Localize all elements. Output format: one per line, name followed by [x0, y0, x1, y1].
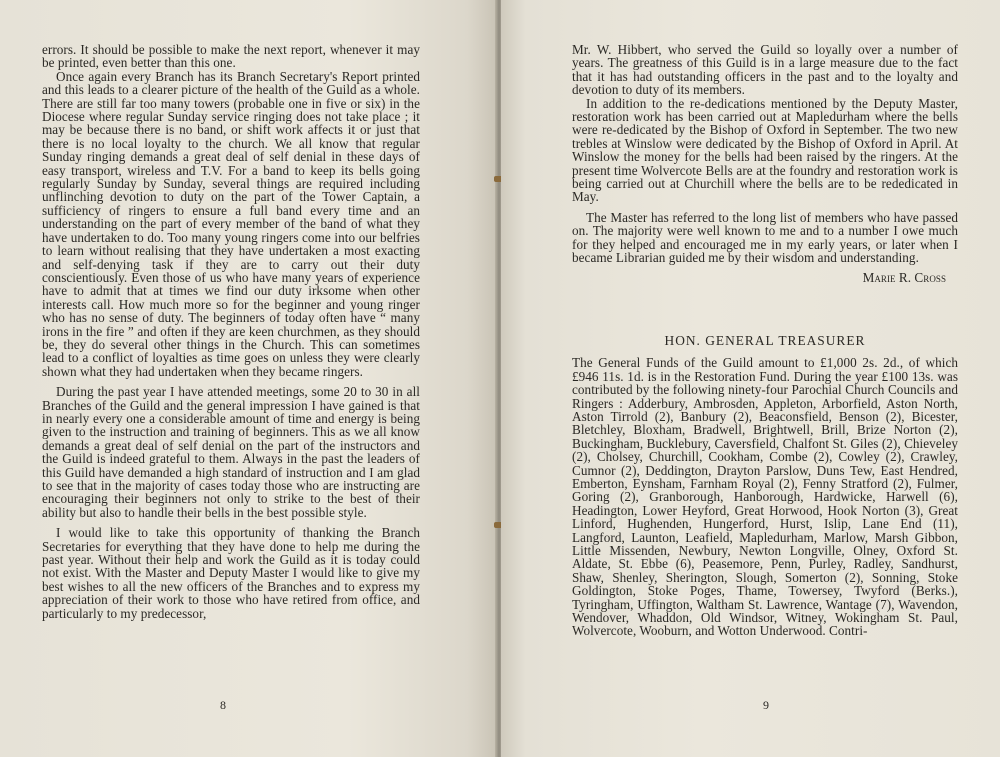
- paragraph: The Master has referred to the long list of members who have passed on. The majority were well known to me and to a number I owe much for they helped and encouraged me in my early years, or later when I became Librarian guided me by their wisdom and understanding.: [572, 209, 958, 266]
- paragraph: Once again every Branch has its Branch Secretary's Report printed and this leads to a clearer picture of the health of the Guild as a whole. There are still far too many towers (probable one in five or six) in the Diocese where regular Sunday service ringing does not take place ; it may be because there is no band, or shift work affects it or just that there is no local loyalty to the church. We all know that regular Sunday ringing demands a great deal of self denial in these days of easy transport, wireless and T.V. For a band to keep its bells going regularly Sunday by Sunday, several things are required including unflinching devotion to duty on the part of the Tower Captain, a sufficiency of ringers to ensure a full band every time and an understanding on the part of every member of the band of what they have undertaken to do. Too many young ringers come into our belfries to learn without realising that they have undertaken a most exacting and self-denying task if they are to carry out their duty conscientiously. Even those of us who have many years of experience have to admit that at times we find our duty irksome when other interests call. How much more so for the beginner and young ringer who has no sense of duty. The beginners of today often have “ many irons in the fire ” and often if they are keen churchmen, as they should be, they do several other things in the Church. This can sometimes lead to a conflict of loyalties as time goes on unless they were clearly shown what they had undertaken when they became ringers.: [42, 68, 420, 379]
- page-number: 8: [220, 698, 226, 712]
- paragraph: errors. It should be possible to make the next report, whenever it may be printed, even better than this one.: [42, 42, 420, 71]
- paragraph: Mr. W. Hibbert, who served the Guild so loyally over a number of years. The greatness of this Guild is in a large measure due to the fact that it has had outstanding officers in the past and to the loyalty and devotion to duty of its members.: [572, 42, 958, 98]
- left-text-column: [42, 43, 420, 620]
- right-page: [501, 0, 1000, 757]
- signature: Marie R. Cross: [862, 269, 946, 285]
- section-heading: HON. GENERAL TREASURER: [664, 332, 866, 348]
- right-text-column: [572, 43, 958, 638]
- paragraph: I would like to take this opportunity of thanking the Branch Secretaries for everything that they have done to help me during the past year. Without their help and work the Guild as it is today could not exist. With the Master and Deputy Master I would like to give my best wishes to all the new officers of the Branches and to express my appreciation of their work to those who have retired from office, and particularly to my predecessor,: [42, 525, 420, 621]
- paragraph: During the past year I have attended meetings, some 20 to 30 in all Branches of the Guild and the general impression I have gained is that in nearly every one a considerable amount of time and energy is being given to the instruction and training of beginners. This as we all know demands a great deal of self denial on the part of the instructors and the Guild is indeed grateful to them. Always in the past the leaders of this Guild have demanded a high standard of instruction and I am glad to see that in the majority of cases today those who are instructing are encouraging their beginners not only to strike to the best of their ability but also to handle their bells in the best possible style.: [42, 384, 420, 520]
- left-page: [0, 0, 497, 757]
- page-number: 9: [763, 698, 769, 712]
- paragraph: The General Funds of the Guild amount to £1,000 2s. 2d., of which £946 11s. 1d. is in the Restoration Fund. During the year £100 13s. was contributed by the following ninety-four Parochial Church Councils and Ringers : Adderbury, Ambrosden, Appleton, Arborfield, Aston North, Aston Tirrold (2), Banbury (2), Beaconsfield, Benson (2), Bicester, Bletchley, Bloxham, Bradwell, Brightwell, Brill, Brize Norton (2), Buckingham, Bucklebury, Caversfield, Chalfont St. Giles (2), Chieveley (2), Cholsey, Churchill, Cookham, Combe (2), Cowley (2), Crawley, Cumnor (2), Deddington, Drayton Parslow, Duns Tew, East Hendred, Emberton, Eynsham, Farnham Royal (2), Fenny Stratford (2), Fulmer, Goring (2), Granborough, Hanborough, Hardwicke, Harwell (6), Headington, Lower Heyford, Great Horwood, Hook Norton (3), Great Linford, Hughenden, Hungerford, Hurst, Islip, Lane End (11), Langford, Launton, Leafield, Mapledurham, Marlow, Marsh Gibbon, Little Missenden, Newbury, Newton Longville, Olney, Oxford St. Aldate, St. Ebbe (6), Peasemore, Penn, Purley, Radley, Sandhurst, Shaw, Shenley, Sherington, Slough, Somerton (2), Sonning, Stoke Goldington, Stoke Poges, Thame, Towersey, Twyford (Berks.), Tyringham, Uffington, Waltham St. Lawrence, Wantage (7), Wavendon, Wendover, Whaddon, Old Windsor, Witney, Wokingham St. Paul, Wolvercote, Wooburn, and Wotton Underwood. Contri-: [572, 355, 958, 639]
- paragraph: In addition to the re-dedications mentioned by the Deputy Master, restoration work has been carried out at Mapledurham where the bells were re-dedicated by the Bishop of Oxford in September. The two new trebles at Winslow were dedicated by the Bishop of Oxford in April. At Winslow the money for the bells had been raised by the ringers. At the present time Wolvercote Bells are at the foundry and restoration work is being carried out at Churchill where the bells are to be rededicated in May.: [572, 95, 958, 205]
